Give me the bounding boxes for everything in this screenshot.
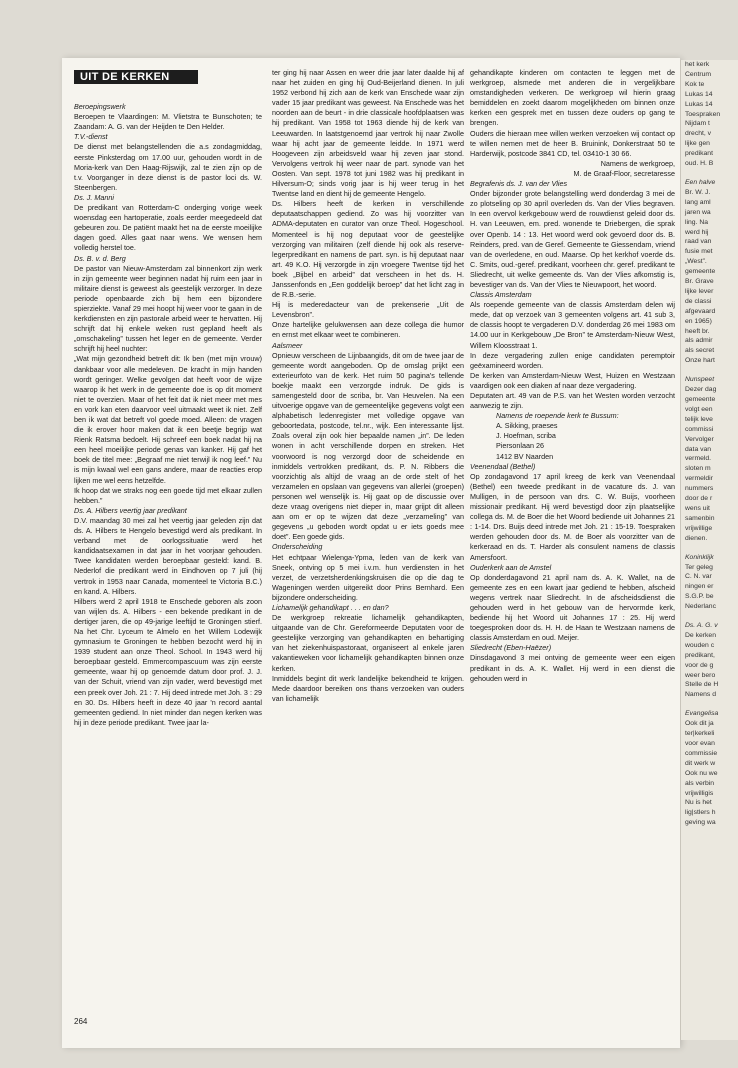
fragment-line: Br. W. J. — [685, 188, 711, 196]
fragment-line: lijke gen — [685, 140, 710, 148]
signature-line: M. de Graaf-Floor, secretaresse — [573, 168, 675, 178]
fragment-line: wouden c — [685, 641, 715, 649]
fragment-line: Namens d — [685, 691, 716, 699]
fragment-line: volgt een — [685, 405, 713, 413]
fragment-line: Ook nu we — [685, 769, 718, 777]
fragment-line: ningen er — [685, 583, 714, 591]
article-heading: Ds. J. Manni — [74, 192, 114, 202]
article-paragraph: De dienst met belangstellenden die a.s zondagmiddag, eerste Pinksterdag om 17.00 uur, gehouden wordt in de Moria-kerk van Den Haag-Rijswijk, zal te zien zijn op de t.v. Voorganger in deze dienst is de pastor loci ds. W. Steenbergen. — [74, 142, 262, 192]
column-2 — [272, 68, 464, 704]
fragment-line: data van — [685, 445, 712, 453]
article-paragraph: Inmiddels begint dit werk landelijke bekendheid te krijgen. Mede daardoor bereiken ons thans verzoeken van ouders van lichamelijk — [272, 673, 464, 703]
fragment-line: en 1965) — [685, 317, 712, 325]
fragment-line: Toespraken — [685, 110, 721, 118]
fragment-line: ter|kerkeli — [685, 730, 715, 738]
article-paragraph: De werkgroep rekreatie lichamelijk gehandikapten, uitgaande van de Chr. Gereformeerde Deputaten voor de geestelijke verzorging van gehandikapten en behartiging van het ziekenhuispastoraat, organiseert al enkele jaren vakantieweken voor lichamelijk gehandikapten binnen onze kerken. — [272, 613, 464, 673]
fragment-line: dit werk w — [685, 759, 716, 767]
article-heading: Ds. B. v. d. Berg — [74, 253, 126, 263]
address-line: A. Sikking, praeses — [496, 421, 558, 431]
article-heading: Sliedrecht (Eben-Haëzer) — [470, 643, 552, 653]
article-paragraph: De kerken van Amsterdam-Nieuw West, Huizen en Westzaan vaardigen ook een diaken af naar deze vergadering. — [470, 370, 675, 390]
article-heading: Koninklijk — [685, 553, 714, 561]
fragment-line: Nijdam t — [685, 120, 710, 128]
fragment-line: predikant — [685, 150, 713, 158]
fragment-line: Lukas 14 — [685, 90, 713, 98]
fragment-line: De kerken — [685, 631, 716, 639]
article-paragraph: „Wat mijn gezondheid betreft dit: Ik ben (met mijn vrouw) dankbaar voor alle medeleven. De kracht in mijn handen wordt geringer. Welke gevolgen dat heeft voor de wijze waarop ik het werk in de gemeente doe is op dit moment niet te overzien. Maar of het feit dat ik niet meer met mes en vork kan eten daarvoor veel uitmaakt weet ik niet. Zelf ben ik wat dat betreft vol goede moed. Alleen: de vragen die ik erover hoor maken dat ik een beetje begrijp wat Rienk Ratsma bedoelt. Hij schreef een boek nadat hij na een heel moeilijke periode genas van kanker. Hij gaf het boek de titel mee: „Begraaf me niet terwijl ik nog leef.” Nu is mijn kwaal wel een gans andere, maar de reacties erop lijken me wel eens hetzelfde. — [74, 354, 262, 485]
fragment-line: commissie — [685, 749, 718, 757]
article-paragraph: Op zondagavond 17 april kreeg de kerk van Veenendaal (Bethel) een tweede predikant in de vacature ds. J. van Mulligen, in de persoon van drs. C. W. Buijs, voorheen missionair predikant. Hij werd bevestigd door zijn plaatselijke collega ds. M. de Boer die het Woord bediende uit Johannes 21 : 1-14. Drs. Buijs deed intrede met Joh. 21 : 15-19. Toespraken werden gehouden door ds. M. de Boer als voorzitter van de kerkeraad en ds. T. Harder als consulent namens de classis Amersfoort. — [470, 471, 675, 562]
fragment-line: predikant, — [685, 651, 715, 659]
fragment-line: „West”. — [685, 258, 707, 266]
fragment-line: Vervolger — [685, 435, 714, 443]
fragment-line: werd hij — [685, 228, 709, 236]
fragment-line: lang aml — [685, 198, 711, 206]
fragment-line: samenbin — [685, 514, 715, 522]
fragment-line: nummers — [685, 485, 714, 493]
fragment-line: Nederlanc — [685, 603, 716, 611]
page-number: 264 — [74, 1017, 88, 1026]
fragment-line: het kerk — [685, 61, 710, 68]
article-heading: Onderscheiding — [272, 542, 323, 552]
fragment-line: de classi — [685, 297, 712, 305]
address-line: Piersonlaan 26 — [496, 441, 544, 451]
fragment-line: Ter geleg — [685, 563, 713, 571]
article-paragraph: gehandikapte kinderen om contacten te leggen met de werkgroep, alsmede met anderen die in vergelijkbare omstandigheden verkeren. De werkgroep wil hierin graag bemiddelen en zoekt daarom mogelijkheden om binnen onze kerken een gesprek met en tussen deze ouders op gang te brengen. — [470, 68, 675, 128]
fragment-line: Centrum — [685, 70, 712, 78]
article-paragraph: Ds. Hilbers heeft de kerken in verschillende deputaatschappen gediend. Zo was hij voorzitter van ADMA-deputaten en curator van onze Theol. Hogeschool. Momenteel is hij nog deputaat voor de geestelijke verzorging van militairen (zelf diende hij ook als reserve-legerpredikant en namens de part. syn. is hij deputaat naar art. 49 K.O. Hij verzorgde in zijn vroegere Twentse tijd het boek „Bijbel en arbeid” dat verscheen in het ds. H. Janssenfonds en „Een goddelijk beroep” dat het licht zag in de R.B.-serie. — [272, 199, 464, 300]
fragment-line: raad van — [685, 238, 712, 246]
article-heading: Lichamelijk gehandikapt . . . en dan? — [272, 602, 389, 612]
article-heading: Evangelisa — [685, 710, 719, 718]
fragment-line: S.G.P. be — [685, 593, 714, 601]
fragment-line: dienen. — [685, 534, 708, 542]
article-paragraph: Onze hartelijke gelukwensen aan deze collega die humor en ernst met elkaar weet te combineren. — [272, 320, 464, 340]
article-heading: Begrafenis ds. J. van der Vlies — [470, 179, 568, 189]
signature-heading: Namens de roepende kerk te Bussum: — [496, 411, 619, 421]
fragment-line: jaren wa — [685, 208, 711, 216]
fragment-line: oud. H. B — [685, 160, 714, 168]
fragment-line: afgevaard — [685, 307, 716, 315]
column-3 — [470, 68, 675, 684]
fragment-line: weer bero — [685, 671, 716, 679]
fragment-line: commissi — [685, 425, 714, 433]
fragment-line: voor de g — [685, 661, 714, 669]
article-heading: Een halve — [685, 178, 716, 186]
fragment-line: Kok te — [685, 80, 705, 88]
fragment-line: gemeente — [685, 396, 716, 403]
article-paragraph: Het echtpaar Wielenga-Ypma, leden van de kerk van Sneek, ontving op 5 mei i.v.m. hun verdiensten in het verzet, de verzetsherdenkingskruisen die op die dag te Wageningen werden uitgereikt door Prins Bernhard. Een bijzondere onderscheiding. — [272, 552, 464, 602]
fragment-line: vermeld. — [685, 455, 712, 463]
article-paragraph: Ouders die hieraan mee willen werken verzoeken wij contact op te willen nemen met de heer B. Bruinink, Donkerstraat 50 te Harderwijk, postcode 3841 CD, tel. 03410-1 30 66. — [470, 128, 675, 158]
fragment-line: Ook dit ja — [685, 720, 714, 728]
article-heading: Beroepingswerk — [74, 102, 126, 112]
article-paragraph: Ik hoop dat we straks nog een goede tijd met elkaar zullen hebben.” — [74, 485, 262, 505]
fragment-line: als secret — [685, 347, 715, 355]
section-title: UIT DE KERKEN — [74, 70, 198, 84]
article-paragraph: De predikant van Rotterdam-C onderging vorige week woensdag een hartoperatie, zoals eerder meegedeeld dat gebeuren zou. De patiënt maakt het na de eerste moeilijke dagen goed. Alles gaat naar wens. We wensen hem volledig herstel toe. — [74, 203, 262, 253]
article-paragraph: ter ging hij naar Assen en weer drie jaar later daalde hij af naar het zuiden en ging hij Oud-Beijerland dienen. In juli 1952 verbond hij zich aan de kerk van Enschede waar zijn vader 15 jaar predikant was geweest. Na Enschede was het noorden aan de beurt - in drie classicale hoofdplaatsen was hij predikant. Van 1958 tot 1963 diende hij de kerk van Leeuwarden. In laatstgenoemd jaar vertrok hij naar Zwolle waar hij acht jaar de gemeente leidde. In 1971 werd Hoogeveen zijn arbeidsveld waar hij zeven jaar stond. Vervolgens vertrok hij weer naar de part. synode van het Oosten. Van sept. 1978 tot juni 1982 was hij predikant in Hilversum-O; sinds vorig jaar is hij weer terug in het Twentse land en dient hij de gemeente Hengelo. — [272, 68, 464, 199]
column-1-body — [74, 102, 262, 728]
fragment-line: gemeente — [685, 268, 716, 276]
fragment-line: heeft br. — [685, 327, 710, 335]
article-heading: Veenendaal (Bethel) — [470, 461, 536, 471]
article-paragraph: Onder bijzonder grote belangstelling werd donderdag 3 mei de zo plotseling op 30 april overleden ds. Van der Vlies begraven. In een overvol kerkgebouw werd de rouwdienst geleid door ds. H. van Leeuwen, em. pred. wonende te Driebergen, die sprak over Openb. 14 : 13. Het woord werd ook gevoerd door ds. B. Reinders, pred. van de Geref. Gemeente te Giessendam, vriend van de overledene, en oud. Maarse. Op het kerkhof voerde ds. C. Smits, oud.-geref. predikant, voorheen chr. geref. predikant te Sliedrecht, uit welke gemeente ds. Van der Vlies afkomstig is, bevestiger van ds. Van der Vlies te Nieuwpoort, het woord. — [470, 189, 675, 289]
fragment-line: telijk leve — [685, 415, 713, 423]
article-heading: Aalsmeer — [272, 340, 303, 350]
page-left — [62, 58, 680, 1048]
article-paragraph: Deputaten art. 49 van de P.S. van het Westen worden verzocht aanwezig te zijn. — [470, 391, 675, 411]
article-paragraph: In deze vergadering zullen enige candidaten peremptoir geëxamineerd worden. — [470, 350, 675, 370]
fragment-line: vrijwillige — [685, 524, 713, 532]
signature-line: Namens de werkgroep, — [600, 158, 675, 168]
article-heading: Ds. A. G. v — [685, 622, 718, 630]
fragment-line: lig|stlers h — [685, 809, 716, 817]
article-heading: T.V.-dienst — [74, 132, 108, 142]
page-right-fragment — [680, 60, 738, 1040]
fragment-line: Br. Grave — [685, 278, 714, 286]
fragment-line: geving wa — [685, 819, 716, 827]
article-paragraph: Hilbers werd 2 april 1918 te Enschede geboren als zoon van wijlen ds. A. Hilbers - een bekende predikant in de dertiger jaren, die op 49-jarige leeftijd te Groningen stierf. Na het Chr. Lyceum te Almelo en het Willem Lodewijk gymnasium te Groningen te hebben bezocht werd hij in 1939 student aan onze Theol. School. In 1943 werd hij beroepbaar gesteld. Emmercompascuum was zijn eerste gemeente, waar hij op genoemde datum door prof. J. J. van der Schuit, vriend van zijn vader, werd bevestigd met een preek over Joh. 21 : 7. Hij deed intrede met Joh. 3 : 29 en 30. Ds. Hilbers heeft in deze 40 jaar 'n record aantal gemeenten gediend. In niet minder dan negen kerken was hij in deze periode predikant. Twee jaar la- — [74, 596, 262, 727]
article-paragraph: D.V. maandag 30 mei zal het veertig jaar geleden zijn dat ds. A. Hilbers te Hengelo bevestigd werd als predikant. In verband met de oorlogssituatie werd het kandidaatsexamen in dat jaar in het voorjaar gehouden. Twee kandidaten werden beroepbaar gesteld: kand. B. Nederlof die predikant werd in Eindhoven op 7 juli (hij vertrok in 1953 naar Canada, momenteel te Victoria B.C.) en kand. A. Hilbers. — [74, 515, 262, 596]
address-line: J. Hoefman, scriba — [496, 431, 556, 441]
fragment-line: Nu is het — [685, 799, 712, 807]
fragment-line: Stelle de H — [685, 681, 719, 689]
fragment-line: sloten m — [685, 465, 711, 473]
fragment-line: ling. Na — [685, 218, 709, 226]
article-heading: Ds. A. Hilbers veertig jaar predikant — [74, 505, 187, 515]
fragment-line: Dezer dag — [685, 386, 717, 394]
address-line: 1412 BV Naarden — [496, 451, 554, 461]
fragment-line: Lukas 14 — [685, 100, 713, 108]
article-paragraph: Dinsdagavond 3 mei ontving de gemeente weer een eigen predikant in ds. A. K. Wallet. Hij werd in een dienst die gehouden werd in — [470, 653, 675, 683]
article-paragraph: Op donderdagavond 21 april nam ds. A. K. Wallet, na de gemeente zes en een kwart jaar gediend te hebben, afscheid wegens vertrek naar Sliedrecht. In de afscheidsdienst die gehouden werd in het gebouw van de hervormde kerk, bediende hij het Woord uit Johannes 17 : 25. Hij werd toegesproken door ds. H. H. de Haan te Westzaan namens de classis Amsterdam en oud. Meijer. — [470, 572, 675, 643]
article-heading: Classis Amsterdam — [470, 290, 532, 300]
fragment-line: voor evan — [685, 740, 715, 747]
fragment-line: fusie met — [685, 248, 713, 256]
article-paragraph: Hij is mederedacteur van de prekenserie „Uit de Levensbron”. — [272, 300, 464, 320]
fragment-line: vermeldir — [685, 475, 713, 483]
article-paragraph: Opnieuw verscheen de Lijnbaangids, dit om de twee jaar de gemeente wordt aangeboden. Op de omslag prijkt een exterieurfoto van de kerk. Het ruim 50 pagina's tellende boekje maakt een verzorgde indruk. De gids is samengesteld door de scriba, br. Van Heuvelen. Na een uitvoerige opgave van de gemeentelijke gegevens volgt een alphabetisch ledenregister met volledige opgave van geboortedata, postcode, tel.nr., wijk. Een interessante lijst. Zoals overal zijn ook hier bepaalde namen „in”. De leden wonen in acht verschillende dorpen en streken. Het voorwoord is nog verzorgd door de scheidende en inmiddels vertrokken predikant, ds. P. N. Ribbers die voorzichtig als altijd de vraag an de orde stelt of het verzamelen en opslaan van gegevens van allerlei (groepen) personen wel wenselijk is. Hij gaat op de discussie over deze vraag overigens niet dieper in, maar grijpt dit alleen aan om er op te wijzen dat deze „verzameling” van gegevens „u geboden wordt opdat u er iets goeds mee doet”. Een goede gids. — [272, 350, 464, 542]
column-1 — [74, 70, 262, 728]
fragment-line: drecht, v — [685, 130, 712, 138]
fragment-line: vrijwilligis — [685, 789, 714, 797]
fragment-line: C. N. var — [685, 573, 712, 581]
article-paragraph: De pastor van Nieuw-Amsterdam zal binnenkort zijn werk in zijn gemeente weer beginnen nadat hij ruim een jaar in militaire dienst is geweest als geestelijk verzorger. In deze periode openbaarde zich bij hem een bijzondere spierziekte. Vanaf 29 mei hoopt hij weer voor te gaan in de kerkdiensten en zijn pastorale arbeid weer te hervatten. Hij schrijft dat hij enkele weken rust gepland heeft als „omschakeling” tussen het leger en de gemeente. Verder schrijft hij heel nuchter: — [74, 263, 262, 354]
article-heading: Ouderkerk aan de Amstel — [470, 562, 552, 572]
article-paragraph: Beroepen te Vlaardingen: M. Vlietstra te Bunschoten; te Zaandam: A. G. van der Heijden te Den Helder. — [74, 112, 262, 132]
article-paragraph: Als roepende gemeente van de classis Amsterdam delen wij mede, dat op verzoek van 3 gemeenten volgens art. 41 sub 3, de classis hoopt te vergaderen D.V. donderdag 26 mei 1983 om 14.00 uur in Kerkgebouw „De Bron” te Amsterdam-Nieuw West, Willem Kloosstraat 1. — [470, 300, 675, 350]
fragment-line: als verbin — [685, 779, 715, 787]
article-heading: Nunspeet — [685, 376, 715, 384]
fragment-line: wens uit — [685, 504, 710, 512]
fragment-line: lijke lever — [685, 287, 714, 295]
fragment-line: als admir — [685, 337, 713, 345]
fragment-line: Onze hart — [685, 357, 715, 365]
fragment-line: door de r — [685, 495, 713, 503]
